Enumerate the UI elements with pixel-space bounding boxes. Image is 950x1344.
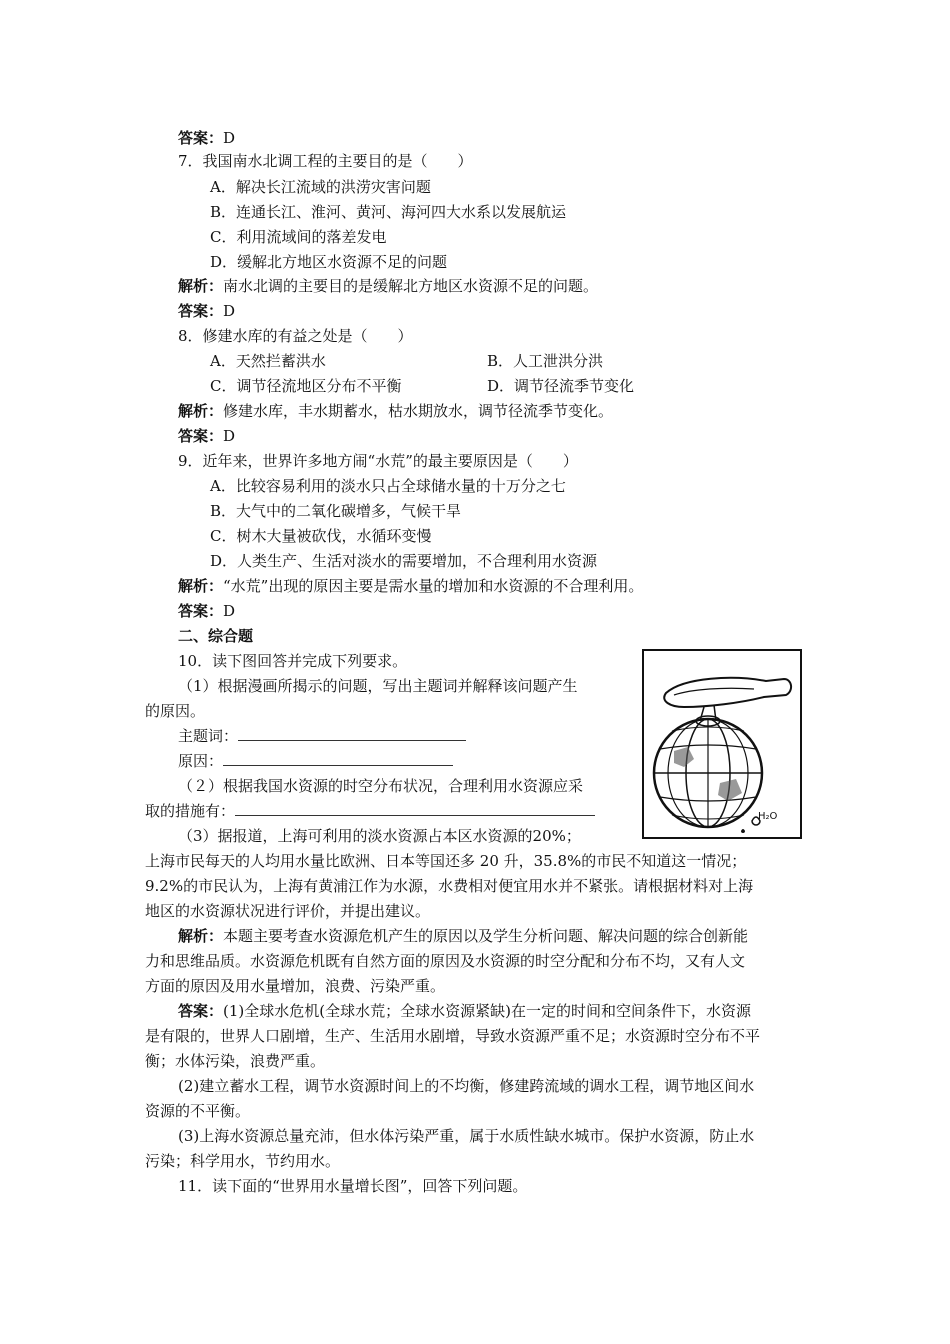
globe-cartoon-illustration (644, 651, 800, 837)
answer-8: 答案：D (178, 427, 236, 445)
option-8c: C．调节径流地区分布不平衡 (210, 377, 402, 395)
option-8a: A．天然拦蓄洪水 (210, 352, 326, 370)
option-8d: D．调节径流季节变化 (487, 377, 635, 395)
theme-blank[interactable] (238, 726, 466, 741)
answer-10-part2-cont: 资源的不平衡。 (145, 1102, 251, 1120)
explanation-8: 解析：修建水库，丰水期蓄水，枯水期放水，调节径流季节变化。 (178, 402, 614, 420)
answer-9: 答案：D (178, 602, 236, 620)
option-7b: B．连通长江、淮河、黄河、海河四大水系以发展航运 (210, 203, 567, 221)
answer-10-part3-cont: 污染；科学用水，节约用水。 (145, 1152, 341, 1170)
question-7: 7．我国南水北调工程的主要目的是（ ） (178, 152, 473, 170)
answer-10: 答案：(1)全球水危机(全球水荒；全球水资源紧缺)在一定的时间和空间条件下，水资源 (178, 1002, 751, 1020)
option-8b: B．人工泄洪分洪 (487, 352, 604, 370)
question-10: 10．读下图回答并完成下列要求。 (178, 652, 408, 670)
reason-blank[interactable] (223, 751, 453, 766)
answer-7: 答案：D (178, 302, 236, 320)
answer-line: 答案：D (178, 129, 236, 147)
explanation-7: 解析：南水北调的主要目的是缓解北方地区水资源不足的问题。 (178, 277, 599, 295)
answer-10-l3: 衡；水体污染，浪费严重。 (145, 1052, 326, 1070)
option-9d: D．人类生产、生活对淡水的需要增加，不合理利用水资源 (210, 552, 598, 570)
option-9c: C．树木大量被砍伐，水循环变慢 (210, 527, 432, 545)
question-10-part3: （3）据报道，上海可利用的淡水资源占本区水资源的20%； (178, 827, 581, 845)
question-10-part2-cont: 取的措施有： (145, 801, 595, 821)
question-10-part2: （２）根据我国水资源的时空分布状况，合理利用水资源应采 (178, 777, 584, 795)
option-7c: C．利用流域间的落差发电 (210, 228, 387, 246)
reason-line: 原因： (178, 751, 453, 771)
explanation-10-l3: 方面的原因及用水量增加，浪费、污染严重。 (145, 977, 446, 995)
theme-line: 主题词： (178, 726, 466, 746)
section-heading: 二、综合题 (178, 627, 254, 645)
option-7d: D．缓解北方地区水资源不足的问题 (210, 253, 448, 271)
question-10-part1-cont: 的原因。 (145, 702, 206, 720)
question-10-part3-l2: 上海市民每天的人均用水量比欧洲、日本等国还多 20 升，35.8%的市民不知道这一情况； (145, 852, 747, 870)
question-11: 11．读下面的“世界用水量增长图”，回答下列问题。 (178, 1177, 528, 1195)
cartoon-figure (642, 649, 802, 839)
question-10-part1: （1）根据漫画所揭示的问题，写出主题词并解释该问题产生 (178, 677, 578, 695)
option-9a: A．比较容易利用的淡水只占全球储水量的十万分之七 (210, 477, 566, 495)
option-7a: A．解决长江流域的洪涝灾害问题 (210, 178, 431, 196)
measures-blank[interactable] (235, 801, 595, 816)
answer-10-part3: (3)上海水资源总量充沛，但水体污染严重，属于水质性缺水城市。保护水资源，防止水 (178, 1127, 755, 1145)
question-10-part3-l3: 9.2%的市民认为，上海有黄浦江作为水源，水费相对便宜用水并不紧张。请根据材料对上海 (145, 877, 754, 895)
explanation-9: 解析：“水荒”出现的原因主要是需水量的增加和水资源的不合理利用。 (178, 577, 644, 595)
question-10-part3-l4: 地区的水资源状况进行评价，并提出建议。 (145, 902, 431, 920)
h2o-label: H₂O (758, 811, 778, 822)
explanation-10: 解析：本题主要考查水资源危机产生的原因以及学生分析问题、解决问题的综合创新能 (178, 927, 749, 945)
question-9: 9．近年来，世界许多地方闹“水荒”的最主要原因是（ ） (178, 452, 578, 470)
answer-10-part2: (2)建立蓄水工程，调节水资源时间上的不均衡，修建跨流域的调水工程，调节地区间水 (178, 1077, 755, 1095)
answer-10-l2: 是有限的，世界人口剧增，生产、生活用水剧增，导致水资源严重不足；水资源时空分布不平 (145, 1027, 761, 1045)
explanation-10-l2: 力和思维品质。水资源危机既有自然方面的原因及水资源的时空分配和分布不均，又有人文 (145, 952, 746, 970)
option-9b: B．大气中的二氧化碳增多，气候干旱 (210, 502, 462, 520)
question-8: 8．修建水库的有益之处是（ ） (178, 327, 413, 345)
